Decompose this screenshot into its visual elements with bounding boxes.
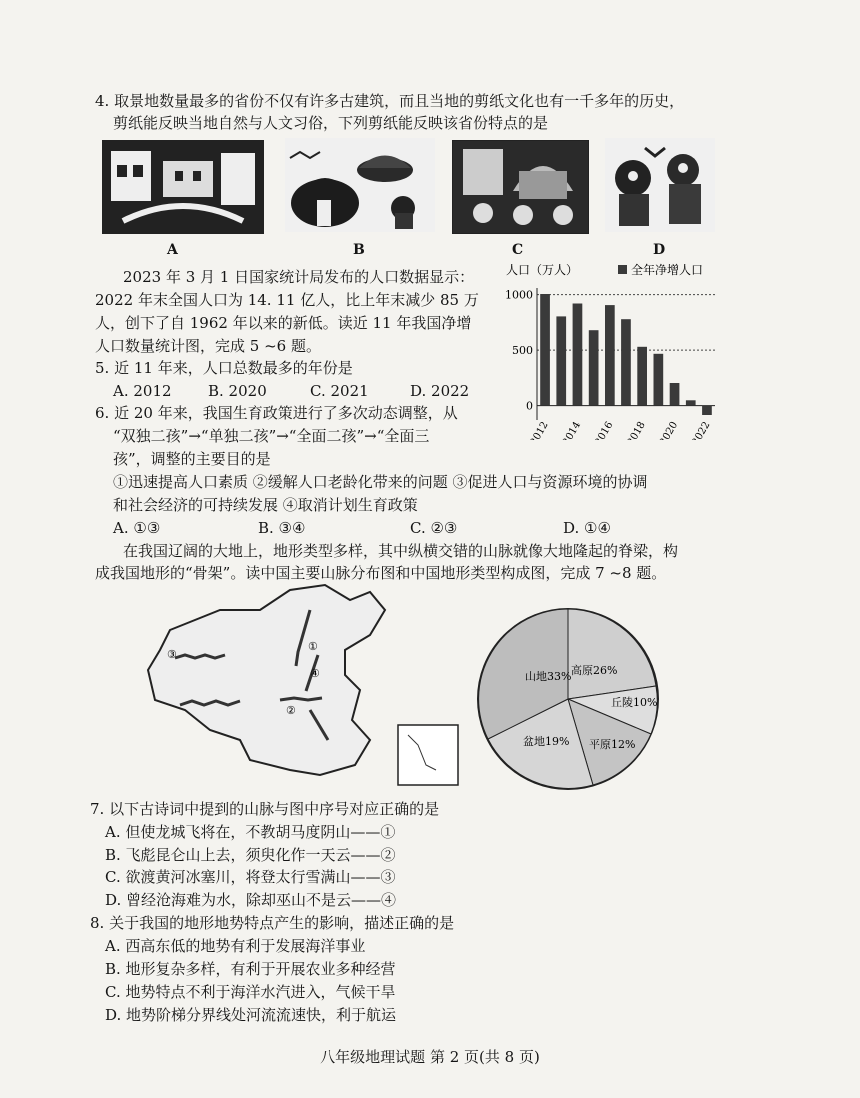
chart-y-tick-0: 0 bbox=[526, 399, 533, 413]
map-marker-1: ① bbox=[308, 640, 318, 653]
chart-x-tick-2020: 2020 bbox=[657, 420, 681, 440]
q8-option-a: A. 西高东低的地势有利于发展海洋事业 bbox=[105, 937, 366, 955]
q7-option-c: C. 欲渡黄河冰塞川，将登太行雪满山——③ bbox=[105, 868, 396, 886]
q8-option-d: D. 地势阶梯分界线处河流流速快，利于航运 bbox=[105, 1006, 397, 1024]
chart-x-tick-2018: 2018 bbox=[625, 420, 648, 440]
chart-y-ticks bbox=[505, 289, 533, 413]
map-marker-2: ② bbox=[286, 704, 296, 717]
chart-bar-2021 bbox=[686, 400, 696, 405]
papercut-label-c: C bbox=[512, 242, 524, 258]
q5-option-b: B. 2020 bbox=[208, 382, 267, 400]
china-mountain-map bbox=[140, 580, 470, 790]
intro-line-3: 人，创下了自 1962 年以来的新低。读近 11 年我国净增 bbox=[95, 314, 472, 332]
q8-option-c: C. 地势特点不利于海洋水汽进入，气候干旱 bbox=[105, 983, 396, 1001]
chart-bar-2016 bbox=[605, 305, 615, 406]
chart-x-tick-2014: 2014 bbox=[560, 420, 584, 440]
pie-label-plain: 平原12% bbox=[589, 738, 636, 751]
q6-option-a: A. ①③ bbox=[113, 519, 161, 537]
chart-bars bbox=[540, 294, 712, 415]
pie-label-plateau: 高原26% bbox=[571, 664, 618, 677]
papercut-label-a: A bbox=[167, 242, 178, 258]
pie-label-hills: 丘陵10% bbox=[611, 696, 658, 709]
q7-stem: 7. 以下古诗词中提到的山脉与图中序号对应正确的是 bbox=[90, 800, 440, 818]
papercut-image-a bbox=[102, 140, 264, 234]
q5-stem: 5. 近 11 年来，人口总数最多的年份是 bbox=[95, 359, 353, 377]
q6-line-4: ①迅速提高人口素质 ②缓解人口老龄化带来的问题 ③促进人口与资源环境的协调 bbox=[113, 473, 648, 491]
pie-slice-plateau bbox=[568, 609, 656, 699]
q6-line-1: 6. 近 20 年来，我国生育政策进行了多次动态调整，从 bbox=[95, 404, 458, 422]
q6-line-2: “双独二孩”→“单独二孩”→“全面二孩”→“全面三 bbox=[113, 427, 430, 445]
intro-line-4: 人口数量统计图，完成 5 ~6 题。 bbox=[95, 337, 321, 355]
chart-bar-2012 bbox=[540, 294, 550, 406]
chart-bar-2020 bbox=[670, 383, 680, 406]
chart-legend-swatch bbox=[618, 265, 627, 274]
q7-option-a: A. 但使龙城飞将在，不教胡马度阴山——① bbox=[105, 823, 396, 841]
intro-line-1: 2023 年 3 月 1 日国家统计局发布的人口数据显示： bbox=[123, 268, 475, 286]
q6-option-d: D. ①④ bbox=[563, 519, 611, 537]
chart-x-ticks bbox=[528, 420, 712, 440]
q4-line-1: 4. 取景地数量最多的省份不仅有许多古建筑，而且当地的剪纸文化也有一千多年的历史， bbox=[95, 92, 685, 110]
chart-bar-2022 bbox=[702, 406, 712, 415]
chart-bar-2019 bbox=[654, 354, 664, 406]
chart-bar-2017 bbox=[621, 319, 631, 405]
population-chart bbox=[500, 260, 725, 440]
chart-bar-2018 bbox=[637, 347, 647, 406]
q5-option-a: A. 2012 bbox=[113, 382, 172, 400]
papercut-label-d: D bbox=[653, 242, 666, 258]
papercut-image-b bbox=[285, 138, 435, 232]
passage2-line-1: 在我国辽阔的大地上，地形类型多样，其中纵横交错的山脉就像大地隆起的脊梁，构 bbox=[123, 542, 679, 560]
q6-option-c: C. ②③ bbox=[410, 519, 458, 537]
mountain-range-qinling bbox=[280, 698, 322, 700]
chart-y-axis-label: 人口（万人） bbox=[506, 263, 579, 277]
intro-line-2: 2022 年末全国人口为 14. 11 亿人，比上年末减少 85 万 bbox=[95, 291, 479, 309]
population-chart-svg bbox=[500, 260, 725, 440]
chart-x-tick-2016: 2016 bbox=[593, 420, 616, 440]
chart-bar-2014 bbox=[573, 304, 583, 406]
papercut-label-b: B bbox=[353, 242, 365, 258]
q8-stem: 8. 关于我国的地形地势特点产生的影响，描述正确的是 bbox=[90, 914, 455, 932]
south-sea-inset bbox=[398, 725, 458, 785]
chart-x-tick-2012: 2012 bbox=[528, 420, 551, 440]
q5-option-d: D. 2022 bbox=[410, 382, 470, 400]
q5-option-c: C. 2021 bbox=[310, 382, 369, 400]
q8-option-b: B. 地形复杂多样，有利于开展农业多种经营 bbox=[105, 960, 396, 978]
q6-line-5: 和社会经济的可持续发展 ④取消计划生育政策 bbox=[113, 496, 418, 514]
papercut-image-d bbox=[605, 138, 715, 232]
q7-option-b: B. 飞彪昆仑山上去，须臾化作一天云——② bbox=[105, 846, 396, 864]
papercut-image-c bbox=[452, 140, 589, 234]
chart-y-tick-500: 500 bbox=[512, 344, 533, 358]
pie-label-basin: 盆地19% bbox=[523, 735, 570, 748]
passage2-line-2: 成我国地形的“骨架”。读中国主要山脉分布图和中国地形类型构成图，完成 7 ~8 题。 bbox=[95, 564, 667, 582]
q6-option-b: B. ③④ bbox=[258, 519, 306, 537]
chart-y-tick-1000: 1000 bbox=[505, 288, 533, 302]
map-marker-3: ③ bbox=[167, 648, 177, 661]
page-footer: 八年级地理试题 第 2 页(共 8 页) bbox=[320, 1048, 540, 1066]
chart-bar-2015 bbox=[589, 330, 599, 405]
chart-bar-2013 bbox=[556, 316, 566, 405]
q4-line-2: 剪纸能反映当地自然与人文习俗，下列剪纸能反映该省份特点的是 bbox=[113, 114, 549, 132]
q7-option-d: D. 曾经沧海难为水，除却巫山不是云——④ bbox=[105, 891, 397, 909]
pie-label-mountain: 山地33% bbox=[525, 670, 572, 683]
q6-line-3: 孩”，调整的主要目的是 bbox=[113, 450, 271, 468]
chart-legend-label: 全年净增人口 bbox=[631, 263, 704, 277]
china-outline bbox=[148, 585, 385, 775]
map-marker-4: ④ bbox=[310, 667, 320, 680]
terrain-type-pie bbox=[463, 604, 673, 794]
chart-x-tick-2022: 2022 bbox=[690, 420, 713, 440]
